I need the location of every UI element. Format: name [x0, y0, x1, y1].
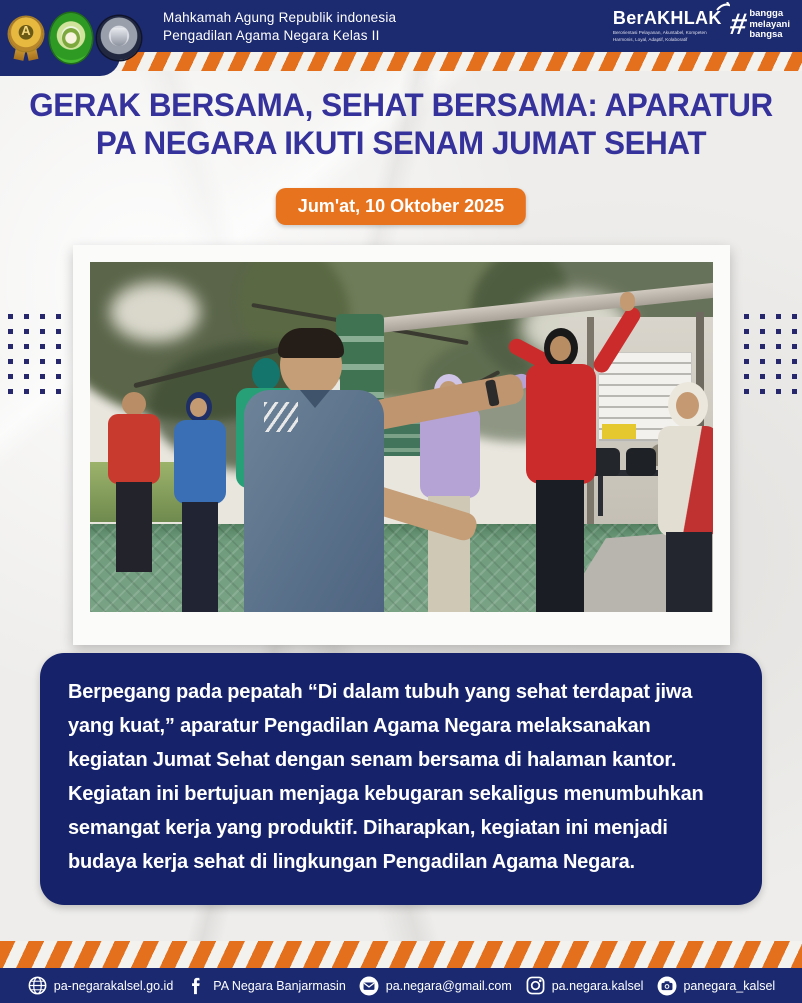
title-line1: GERAK BERSAMA, SEHAT BERSAMA: APARATUR [29, 87, 773, 123]
person-face [550, 336, 571, 361]
hashtag-words [749, 9, 790, 41]
person-torso [526, 364, 596, 484]
decor-dot [776, 359, 781, 364]
hash-word: melayani [749, 18, 790, 30]
decor-dot [56, 314, 61, 319]
berakhlak-text-block [613, 8, 722, 42]
seal-shield [111, 28, 127, 46]
pengadilan-agama-emblem-icon [50, 13, 92, 63]
hashtag-icon: # [727, 8, 749, 42]
decor-dot [792, 359, 797, 364]
hash-word: bangga [749, 8, 784, 20]
decor-dot [8, 374, 13, 379]
camera-handle-label: panegara_kalsel [683, 978, 776, 993]
facebook-icon [186, 975, 207, 996]
decor-dot [56, 359, 61, 364]
footer-facebook [186, 975, 345, 996]
camera-icon [656, 975, 677, 996]
berakhlak-wordmark: BerAKHLAK [612, 8, 722, 28]
decor-dot [792, 329, 797, 334]
decor-dot [760, 329, 765, 334]
bottom-stripe-band [0, 941, 802, 968]
person-hand [620, 292, 635, 311]
decor-dot [24, 329, 29, 334]
decor-dot [744, 359, 749, 364]
decor-dot [776, 314, 781, 319]
decor-dot [24, 314, 29, 319]
date-badge: Jum'at, 10 Oktober 2025 [276, 188, 526, 225]
person-head [122, 392, 146, 416]
footer-camera-handle [656, 975, 775, 996]
wrist-watch [485, 379, 500, 406]
decor-dot [24, 344, 29, 349]
person-hijab [252, 358, 280, 390]
person-torso [174, 420, 226, 504]
globe-icon [27, 975, 48, 996]
website-label: pa-negarakalsel.go.id [53, 978, 174, 993]
decor-dot [40, 314, 45, 319]
decor-dot [56, 344, 61, 349]
chair-leg [598, 476, 603, 516]
yellow-notice [602, 424, 636, 439]
emblem-core [62, 28, 80, 48]
description-card [40, 653, 762, 905]
decor-dot [760, 344, 765, 349]
berakhlak-tagline2: Harmonis, Loyal, Adaptif, Kolaboratif [612, 36, 688, 42]
decor-dot [760, 314, 765, 319]
decor-dot [776, 344, 781, 349]
decor-dot [760, 359, 765, 364]
decor-dot [744, 344, 749, 349]
decor-dot [744, 374, 749, 379]
footer-website [27, 975, 174, 996]
org-line2: Pengadilan Agama Negara Kelas II [163, 28, 380, 43]
decor-dot [24, 374, 29, 379]
decor-dot [40, 389, 45, 394]
senam-photo [90, 262, 713, 612]
page-title [8, 86, 794, 162]
decor-dot [776, 329, 781, 334]
award-medal-icon [9, 15, 45, 61]
org-line1: Mahkamah Agung Republik indonesia [163, 10, 397, 25]
decor-dot [744, 329, 749, 334]
decor-dot [56, 389, 61, 394]
decor-dot [744, 389, 749, 394]
decor-dot [40, 329, 45, 334]
decor-dot [40, 344, 45, 349]
photo-card [73, 245, 730, 645]
decor-dot [40, 359, 45, 364]
decor-dot [792, 374, 797, 379]
decor-dot [56, 374, 61, 379]
decor-dot [760, 374, 765, 379]
decor-dot [8, 359, 13, 364]
ministry-seal-icon [97, 16, 141, 60]
person-legs [182, 502, 218, 612]
decor-dot [776, 374, 781, 379]
hash-word: bangsa [749, 29, 783, 41]
medal-letter: A [21, 23, 31, 38]
decor-dot [792, 344, 797, 349]
sky-gap [110, 282, 200, 342]
org-title [163, 9, 396, 45]
dots-grid-left [8, 314, 72, 404]
footer-contact-bar [0, 968, 802, 1003]
decor-dot [8, 389, 13, 394]
decor-dot [776, 389, 781, 394]
person-legs [116, 482, 152, 572]
berakhlak-tagline1: Berorientasi Pelayanan, Akuntabel, Kompeten [612, 30, 707, 35]
person-hair [278, 328, 344, 358]
berakhlak-title [613, 8, 722, 29]
decor-dot [56, 329, 61, 334]
decor-dot [744, 314, 749, 319]
description-text: Berpegang pada pepatah “Di dalam tubuh yang sehat terdapat jiwa yang kuat,” aparatur Pengadilan Agama Negara melaksanakan kegiatan Jumat Sehat dengan senam bersama di halaman kantor. Kegiatan ini bertujuan menjaga kebugaran sekaligus menumbuhkan semangat kerja yang produktif. Diharapkan, kegiatan ini menjadi budaya kerja sehat di lingkungan Pengadilan Agama Negara. [68, 681, 704, 873]
person-torso [658, 426, 713, 536]
chair [626, 448, 656, 476]
title-line2: PA NEGARA IKUTI SENAM JUMAT SEHAT [95, 125, 707, 161]
person-face [676, 392, 699, 419]
instagram-label: pa.negara.kalsel [551, 978, 644, 993]
dots-grid-right [744, 314, 802, 404]
berakhlak-swoosh-icon [716, 2, 730, 12]
decor-dot [760, 389, 765, 394]
person-face [190, 398, 207, 417]
facebook-label: PA Negara Banjarmasin [213, 978, 346, 993]
decor-dot [792, 314, 797, 319]
email-label: pa.negara@gmail.com [385, 978, 512, 993]
person-legs [536, 480, 584, 612]
person-torso [108, 414, 160, 484]
decor-dot [24, 359, 29, 364]
berakhlak-logo [613, 8, 790, 42]
instagram-icon [525, 975, 546, 996]
header-logo-tab [0, 0, 120, 76]
decor-dot [792, 389, 797, 394]
decor-dot [24, 389, 29, 394]
footer-email [359, 975, 512, 996]
email-icon [359, 975, 380, 996]
decor-dot [40, 374, 45, 379]
person-legs [666, 532, 712, 612]
bangga-melayani-bangsa-logo [727, 8, 790, 42]
decor-dot [8, 344, 13, 349]
decor-dot [8, 329, 13, 334]
decor-dot [8, 314, 13, 319]
footer-instagram [525, 975, 644, 996]
top-stripe-band [104, 52, 802, 71]
shirt-stripes [264, 402, 298, 432]
